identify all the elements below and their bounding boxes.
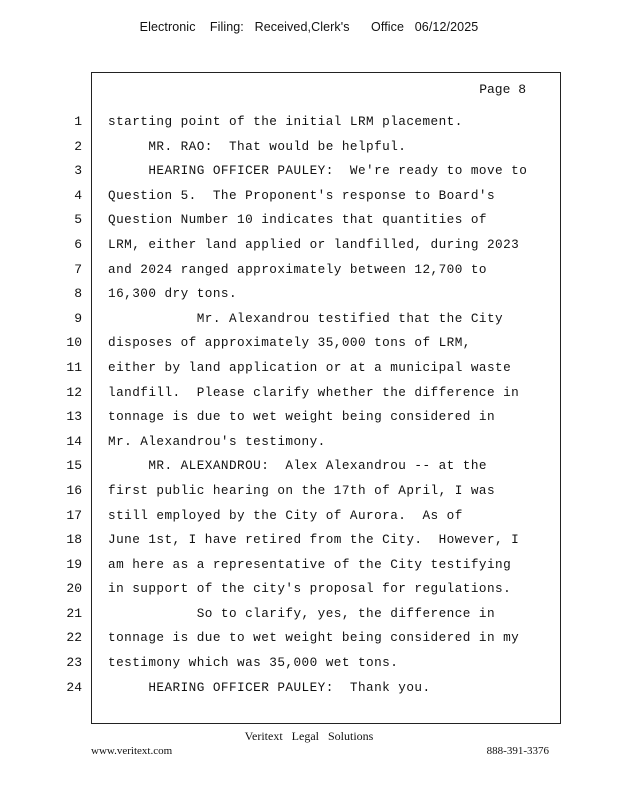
line-number: 7 — [74, 261, 82, 277]
line-number: 18 — [66, 532, 82, 548]
line-number: 15 — [66, 458, 82, 474]
transcript-line: June 1st, I have retired from the City. However, I — [108, 532, 520, 548]
line-number: 12 — [66, 384, 82, 400]
line-number: 22 — [66, 630, 82, 646]
transcript-line: either by land application or at a municipal waste — [108, 359, 512, 375]
line-number: 2 — [74, 138, 82, 154]
transcript-line: first public hearing on the 17th of April, I was — [108, 482, 496, 498]
line-number: 24 — [66, 679, 82, 695]
line-number: 9 — [74, 310, 82, 326]
page-number: Page 8 — [479, 82, 526, 97]
footer-phone: 888-391-3376 — [486, 745, 549, 757]
transcript-line: still employed by the City of Aurora. As of — [108, 507, 463, 523]
transcript-line: HEARING OFFICER PAULEY: We're ready to move to — [108, 163, 528, 179]
transcript-body — [108, 113, 548, 703]
transcript-line: Question Number 10 indicates that quantities of — [108, 212, 487, 228]
transcript-line: Mr. Alexandrou testified that the City — [108, 310, 504, 326]
line-number: 17 — [66, 507, 82, 523]
transcript-line: HEARING OFFICER PAULEY: Thank you. — [108, 679, 431, 695]
footer-company: Veritext Legal Solutions — [244, 729, 374, 743]
transcript-line: am here as a representative of the City testifying — [108, 556, 512, 572]
footer-website: www.veritext.com — [91, 745, 173, 757]
line-number: 14 — [66, 433, 82, 449]
transcript-line: MR. ALEXANDROU: Alex Alexandrou -- at the — [108, 458, 487, 474]
line-number: 8 — [74, 286, 82, 302]
line-number: 3 — [74, 163, 82, 179]
transcript-line: and 2024 ranged approximately between 12,700 to — [108, 261, 487, 277]
transcript-line: landfill. Please clarify whether the difference in — [108, 384, 520, 400]
line-number: 11 — [66, 359, 82, 375]
line-number: 5 — [74, 212, 82, 228]
transcript-line: Question 5. The Proponent's response to Board's — [108, 187, 496, 203]
transcript-line: MR. RAO: That would be helpful. — [108, 138, 407, 154]
transcript-line: Mr. Alexandrou's testimony. — [108, 433, 326, 449]
transcript-line: So to clarify, yes, the difference in — [108, 605, 496, 621]
line-number: 4 — [74, 187, 82, 203]
line-number: 6 — [74, 236, 82, 252]
line-number: 21 — [66, 605, 82, 621]
transcript-line: LRM, either land applied or landfilled, during 2023 — [108, 236, 520, 252]
line-number: 10 — [66, 335, 82, 351]
line-number: 19 — [66, 556, 82, 572]
transcript-line: testimony which was 35,000 wet tons. — [108, 655, 399, 671]
line-number: 16 — [66, 482, 82, 498]
line-number-column — [62, 113, 82, 703]
transcript-line: 16,300 dry tons. — [108, 286, 238, 302]
filing-stamp: Electronic Filing: Received,Clerk's Office 06/12/2025 — [139, 20, 479, 34]
line-number: 20 — [66, 581, 82, 597]
transcript-line: disposes of approximately 35,000 tons of LRM, — [108, 335, 471, 351]
transcript-line: starting point of the initial LRM placement. — [108, 114, 463, 129]
line-number: 23 — [66, 655, 82, 671]
line-number: 1 — [74, 114, 82, 129]
transcript-line: tonnage is due to wet weight being considered in — [108, 409, 496, 425]
line-number: 13 — [66, 409, 82, 425]
transcript-line: tonnage is due to wet weight being considered in my — [108, 630, 520, 646]
transcript-line: in support of the city's proposal for regulations. — [108, 581, 512, 597]
